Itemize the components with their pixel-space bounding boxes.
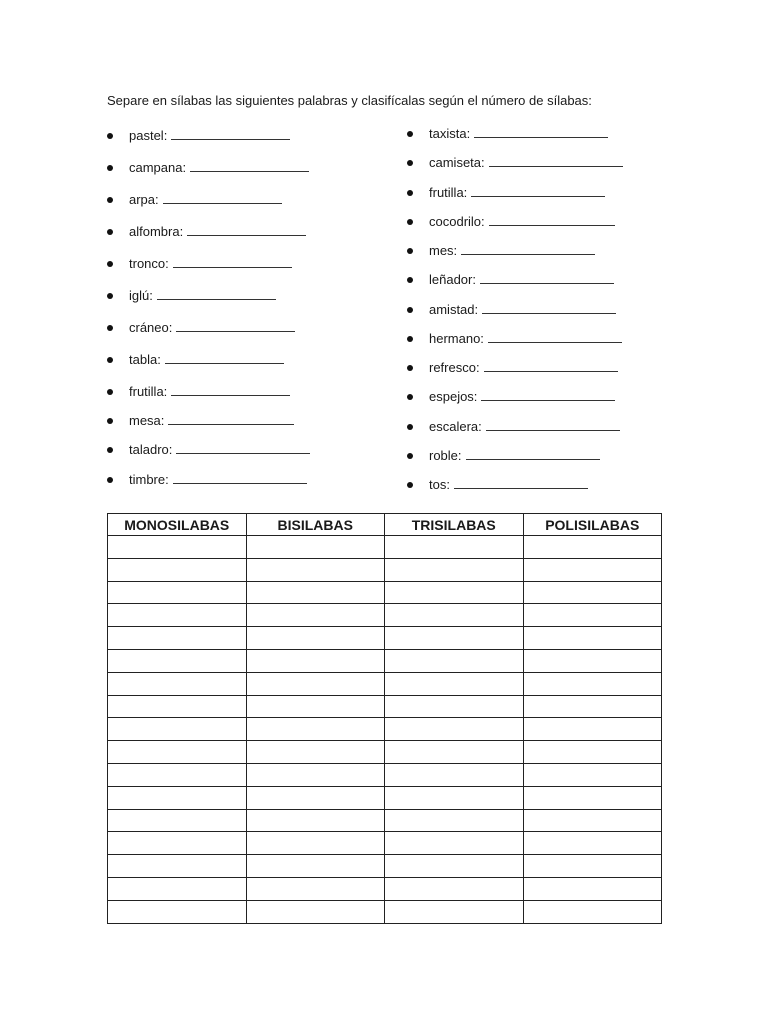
header-bisilabas: BISILABAS [246,514,385,536]
answer-cell[interactable] [523,558,662,581]
answer-blank[interactable] [176,319,295,332]
answer-cell[interactable] [385,558,524,581]
word-label: cocodrilo: [429,214,485,229]
answer-blank[interactable] [481,388,615,401]
answer-cell[interactable] [108,877,247,900]
list-item [129,127,290,144]
answer-cell[interactable] [108,809,247,832]
answer-blank[interactable] [176,441,310,454]
answer-blank[interactable] [165,351,284,364]
answer-cell[interactable] [385,695,524,718]
answer-cell[interactable] [523,649,662,672]
word-label: iglú: [129,288,153,303]
table-row [108,604,662,627]
list-item [129,191,282,208]
word-label: campana: [129,160,187,175]
word-label: alfombra: [129,224,184,239]
word-label: frutilla: [129,384,168,399]
answer-cell[interactable] [246,763,385,786]
answer-cell[interactable] [246,581,385,604]
header-monosilabas: MONOSILABAS [108,514,247,536]
bullet-icon [107,447,113,453]
bullet-icon [407,219,413,225]
list-item [429,476,588,493]
syllable-classification-table [107,513,662,924]
instruction-text: Separe en sílabas las siguientes palabras y clasifícalas según el número de sílabas: [107,93,592,108]
word-label: pastel: [129,128,168,143]
answer-cell[interactable] [385,855,524,878]
answer-blank[interactable] [157,287,276,300]
answer-blank[interactable] [471,184,605,197]
list-item [429,242,595,259]
table-header-row [108,514,662,536]
answer-blank[interactable] [484,359,618,372]
word-label: arpa: [129,192,159,207]
list-item [129,223,306,240]
answer-cell[interactable] [523,604,662,627]
bullet-icon [407,394,413,400]
bullet-icon [107,293,113,299]
table-row [108,581,662,604]
header-polisilabas: POLISILABAS [523,514,662,536]
word-label: roble: [429,448,462,463]
word-label: mesa: [129,413,165,428]
answer-cell[interactable] [246,718,385,741]
answer-blank[interactable] [461,242,595,255]
table-row [108,695,662,718]
answer-blank[interactable] [173,255,292,268]
answer-blank[interactable] [488,330,622,343]
answer-cell[interactable] [108,763,247,786]
list-item [129,319,295,336]
list-item [129,441,310,458]
table-row [108,809,662,832]
answer-cell[interactable] [108,627,247,650]
list-item [429,154,623,171]
answer-blank[interactable] [454,476,588,489]
bullet-icon [107,165,113,171]
answer-cell[interactable] [246,627,385,650]
word-label: hermano: [429,331,484,346]
answer-cell[interactable] [246,809,385,832]
table-row [108,718,662,741]
answer-blank[interactable] [171,383,290,396]
table-row [108,627,662,650]
answer-blank[interactable] [486,418,620,431]
answer-cell[interactable] [246,604,385,627]
answer-cell[interactable] [108,649,247,672]
answer-cell[interactable] [523,900,662,923]
answer-cell[interactable] [523,809,662,832]
answer-cell[interactable] [385,832,524,855]
answer-blank[interactable] [168,412,294,425]
answer-cell[interactable] [385,809,524,832]
table-row [108,763,662,786]
list-item [429,125,608,142]
answer-cell[interactable] [385,627,524,650]
answer-cell[interactable] [385,604,524,627]
answer-cell[interactable] [108,558,247,581]
word-label: camiseta: [429,155,485,170]
list-item [129,351,284,368]
word-label: mes: [429,243,458,258]
table-row [108,877,662,900]
answer-cell[interactable] [108,604,247,627]
word-label: tos: [429,477,450,492]
bullet-icon [407,482,413,488]
answer-cell[interactable] [246,877,385,900]
table-row [108,786,662,809]
bullet-icon [407,336,413,342]
answer-cell[interactable] [246,536,385,559]
answer-blank[interactable] [171,127,290,140]
answer-cell[interactable] [246,900,385,923]
word-label: timbre: [129,472,169,487]
word-label: cráneo: [129,320,173,335]
table-row [108,536,662,559]
word-label: amistad: [429,302,479,317]
table-row [108,855,662,878]
answer-cell[interactable] [108,786,247,809]
word-label: taxista: [429,126,471,141]
answer-cell[interactable] [523,695,662,718]
bullet-icon [107,325,113,331]
answer-cell[interactable] [246,832,385,855]
answer-cell[interactable] [108,832,247,855]
answer-cell[interactable] [385,877,524,900]
answer-cell[interactable] [523,627,662,650]
answer-cell[interactable] [523,536,662,559]
answer-cell[interactable] [523,832,662,855]
answer-blank[interactable] [190,159,309,172]
answer-blank[interactable] [489,213,615,226]
bullet-icon [107,229,113,235]
bullet-icon [107,418,113,424]
answer-cell[interactable] [523,581,662,604]
list-item [129,412,294,429]
answer-cell[interactable] [385,649,524,672]
answer-cell[interactable] [385,581,524,604]
answer-cell[interactable] [246,672,385,695]
answer-cell[interactable] [108,718,247,741]
answer-cell[interactable] [385,536,524,559]
bullet-icon [107,389,113,395]
list-item [429,418,620,435]
list-item [429,184,605,201]
list-item [429,359,618,376]
list-item [129,159,309,176]
answer-blank[interactable] [163,191,282,204]
answer-cell[interactable] [385,718,524,741]
table-row [108,558,662,581]
table-row [108,900,662,923]
bullet-icon [107,357,113,363]
bullet-icon [407,453,413,459]
answer-cell[interactable] [523,672,662,695]
word-label: frutilla: [429,185,468,200]
word-label: escalera: [429,419,482,434]
bullet-icon [407,190,413,196]
bullet-icon [107,261,113,267]
answer-blank[interactable] [173,471,307,484]
answer-cell[interactable] [246,558,385,581]
answer-cell[interactable] [523,877,662,900]
list-item [429,271,614,288]
answer-cell[interactable] [108,741,247,764]
table-row [108,649,662,672]
word-label: refresco: [429,360,480,375]
list-item [429,388,615,405]
answer-cell[interactable] [246,741,385,764]
answer-cell[interactable] [246,786,385,809]
table-row [108,741,662,764]
word-label: tabla: [129,352,161,367]
answer-cell[interactable] [246,649,385,672]
answer-blank[interactable] [480,271,614,284]
header-trisilabas: TRISILABAS [385,514,524,536]
answer-cell[interactable] [523,741,662,764]
answer-cell[interactable] [385,741,524,764]
list-item [429,330,622,347]
list-item [129,255,292,272]
table-row [108,832,662,855]
word-label: espejos: [429,389,478,404]
answer-cell[interactable] [108,695,247,718]
bullet-icon [107,197,113,203]
word-label: taladro: [129,442,173,457]
table-row [108,672,662,695]
bullet-icon [107,477,113,483]
answer-cell[interactable] [246,855,385,878]
bullet-icon [407,160,413,166]
bullet-icon [407,131,413,137]
answer-cell[interactable] [108,900,247,923]
answer-cell[interactable] [523,786,662,809]
bullet-icon [407,248,413,254]
list-item [429,447,600,464]
answer-cell[interactable] [385,763,524,786]
word-label: leñador: [429,272,476,287]
answer-cell[interactable] [385,672,524,695]
answer-blank[interactable] [187,223,306,236]
answer-cell[interactable] [108,581,247,604]
list-item [129,471,307,488]
bullet-icon [407,277,413,283]
answer-cell[interactable] [523,718,662,741]
answer-cell[interactable] [246,695,385,718]
bullet-icon [107,133,113,139]
answer-cell[interactable] [108,536,247,559]
list-item [429,213,615,230]
answer-cell[interactable] [385,900,524,923]
bullet-icon [407,365,413,371]
answer-blank[interactable] [489,154,623,167]
answer-blank[interactable] [466,447,600,460]
list-item [129,383,290,400]
bullet-icon [407,424,413,430]
answer-blank[interactable] [482,301,616,314]
answer-cell[interactable] [385,786,524,809]
table-body [108,536,662,924]
answer-cell[interactable] [523,855,662,878]
word-label: tronco: [129,256,169,271]
answer-cell[interactable] [523,763,662,786]
answer-cell[interactable] [108,672,247,695]
bullet-icon [407,307,413,313]
answer-cell[interactable] [108,855,247,878]
answer-blank[interactable] [474,125,608,138]
list-item [429,301,616,318]
list-item [129,287,276,304]
